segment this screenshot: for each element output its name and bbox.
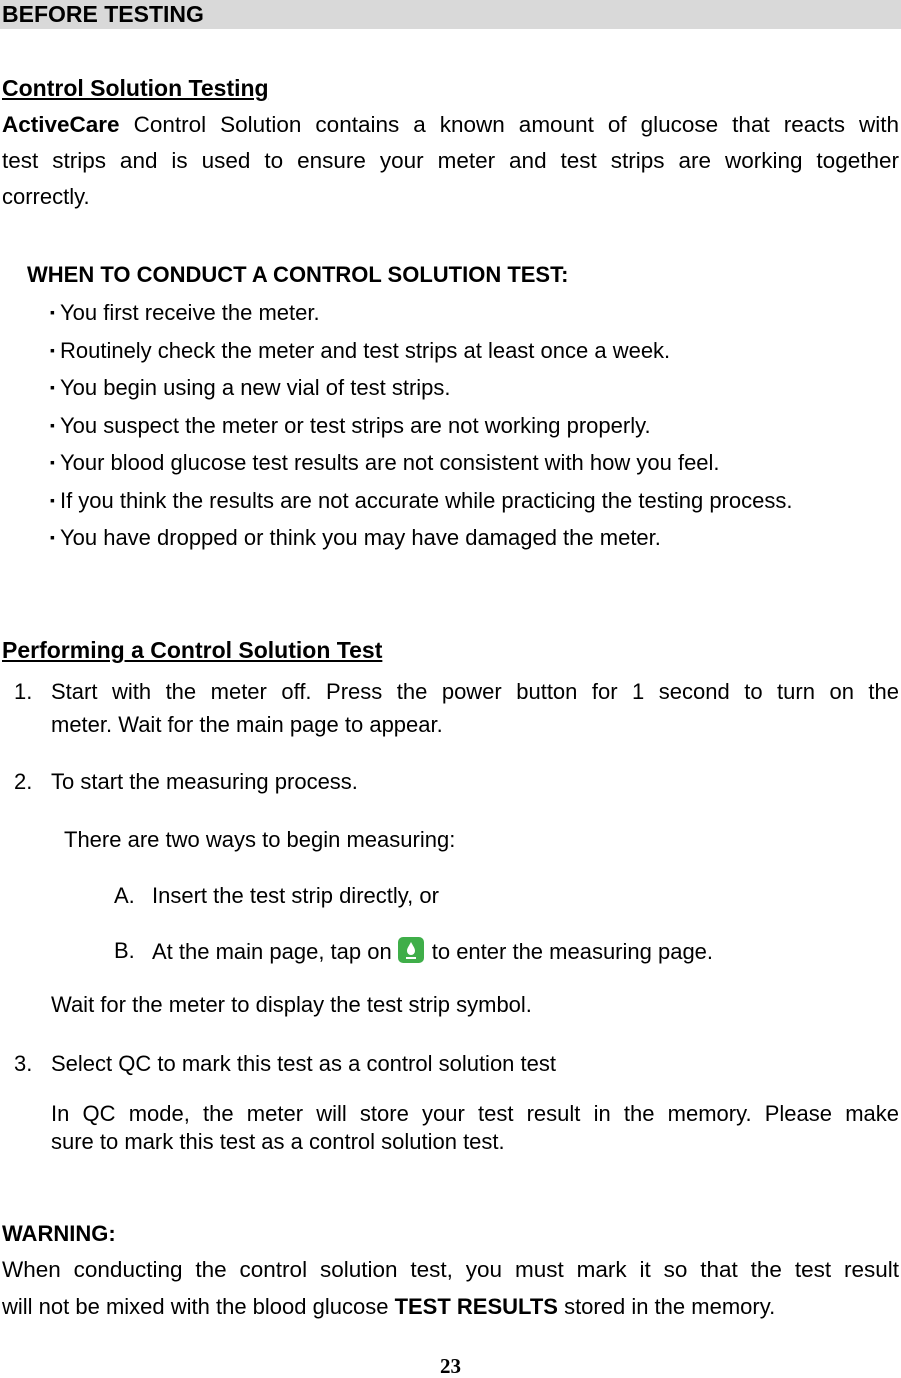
section-title: BEFORE TESTING: [2, 1, 204, 27]
qc-line-2: sure to mark this test as a control solution test.: [51, 1129, 505, 1154]
intro-line-2: test strips and is used to ensure your meter and test strips are working together: [2, 148, 899, 173]
warning-line-1: When conducting the control solution test, you must mark it so that the test result: [2, 1257, 899, 1282]
brand-name: ActiveCare: [2, 112, 120, 137]
step-2-number: 2.: [14, 769, 33, 794]
step-3-text: Select QC to mark this test as a control solution test: [51, 1051, 556, 1076]
step-1-number: 1.: [14, 679, 33, 704]
warning-text-before: will not be mixed with the blood glucose: [2, 1294, 395, 1319]
page-number: 23: [440, 1354, 461, 1378]
list-item: ▪ If you think the results are not accurate while practicing the testing process.: [50, 486, 792, 515]
list-item: ▪ You first receive the meter.: [50, 298, 320, 327]
warning-label: WARNING:: [2, 1221, 116, 1246]
warning-text-after: stored in the memory.: [557, 1294, 776, 1319]
option-b-text-before: At the main page, tap on: [152, 939, 392, 964]
qc-line-1: In QC mode, the meter will store your test result in the memory. Please make: [51, 1101, 899, 1126]
step-1-line-1: Start with the meter off. Press the power button for 1 second to turn on the: [51, 679, 899, 704]
measure-drop-icon: [398, 937, 424, 963]
step-3-number: 3.: [14, 1051, 33, 1076]
list-item: ▪ You begin using a new vial of test strips.: [50, 373, 451, 402]
wait-text: Wait for the meter to display the test strip symbol.: [51, 992, 532, 1017]
warning-emphasis: TEST RESULTS: [394, 1294, 558, 1319]
option-b-letter: B.: [114, 938, 135, 963]
performing-heading: Performing a Control Solution Test: [2, 637, 383, 663]
two-ways-text: There are two ways to begin measuring:: [64, 827, 456, 852]
step-1-line-2: meter. Wait for the main page to appear.: [51, 712, 443, 737]
warning-line-2: [2, 1293, 775, 1321]
option-a-letter: A.: [114, 883, 135, 908]
list-item: ▪ Your blood glucose test results are not consistent with how you feel.: [50, 448, 720, 477]
list-item: ▪ Routinely check the meter and test strips at least once a week.: [50, 336, 670, 365]
control-solution-heading: Control Solution Testing: [2, 75, 269, 101]
list-item: ▪ You suspect the meter or test strips are not working properly.: [50, 411, 651, 440]
intro-line-1: [2, 111, 899, 139]
when-to-conduct-heading: WHEN TO CONDUCT A CONTROL SOLUTION TEST:: [27, 262, 569, 287]
option-b-line: [152, 937, 713, 966]
option-a-text: Insert the test strip directly, or: [152, 883, 439, 908]
intro-text-1: Control Solution contains a known amount of glucose that reacts with: [119, 112, 899, 137]
option-b-text-after: to enter the measuring page.: [431, 939, 714, 964]
intro-line-3: correctly.: [2, 184, 90, 209]
step-2-text: To start the measuring process.: [51, 769, 358, 794]
list-item: ▪ You have dropped or think you may have damaged the meter.: [50, 523, 661, 552]
